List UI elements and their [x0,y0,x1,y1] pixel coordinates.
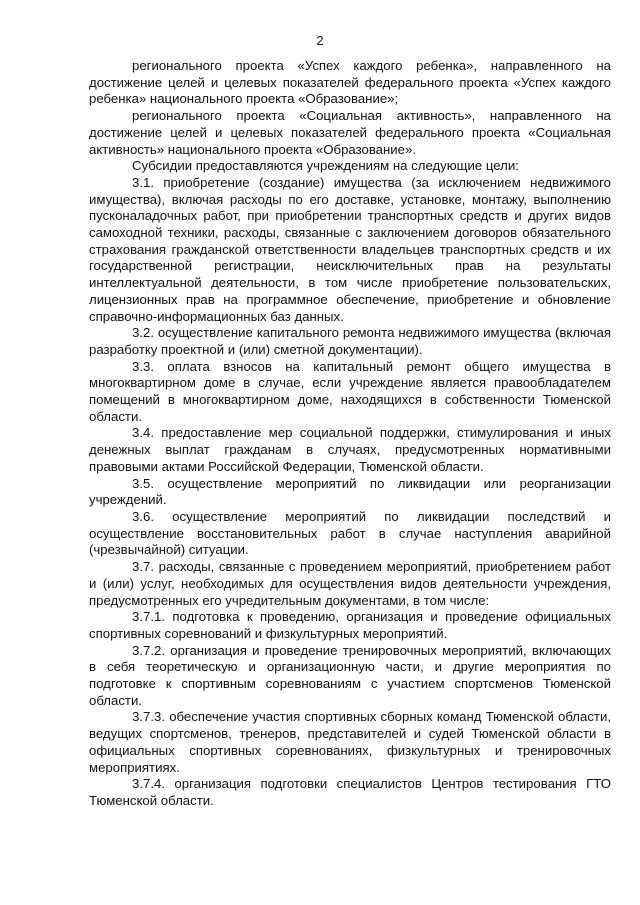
paragraph-3-4: 3.4. предоставление мер социальной поддержки, стимулирования и иных денежных выплат гражданам в случаях, предусмотренных нормативными правовыми актами Российской Федерации, Тюменской области. [89,425,611,474]
paragraph-3-7-1: 3.7.1. подготовка к проведению, организация и проведение официальных спортивных соревнований и физкультурных мероприятий. [89,609,611,641]
paragraph-3-1: 3.1. приобретение (создание) имущества (за исключением недвижимого имущества), включая расходы по его доставке, установке, монтажу, выполнению пусконаладочных работ, при приобретении транспортных средств и других видов самоходной техники, расходы, связанные с заключением договоров обязательного страхования гражданской ответственности владельцев транспортных средств и их государственной регистрации, неисключительных прав на результаты интеллектуальной деятельности, в том числе приобретение пользовательских, лицензионных прав на программное обеспечение, приобретение и обновление справочно-информационных баз данных. [89,174,611,324]
paragraph-subsidy-goals-intro: Субсидии предоставляются учреждениям на следующие цели: [132,158,519,174]
paragraph-3-2: 3.2. осуществление капитального ремонта недвижимого имущества (включая разработку проектной и (или) сметной документации). [89,325,611,357]
page-number: 2 [316,33,324,48]
paragraph-3-7-4: 3.7.4. организация подготовки специалистов Центров тестирования ГТО Тюменской области. [89,776,611,808]
paragraph-3-7-3: 3.7.3. обеспечение участия спортивных сборных команд Тюменской области, ведущих спортсменов, тренеров, представителей и судей Тюменской области в официальных спортивных соревнованиях, физкультурных и тренировочных мероприятиях. [89,709,611,775]
paragraph-3-7: 3.7. расходы, связанные с проведением мероприятий, приобретением работ и (или) услуг, необходимых для осуществления видов деятельности учреждения, предусмотренных его учредительным документами, в том числе: [89,559,611,608]
paragraph-regional-project-success: регионального проекта «Успех каждого ребенка», направленного на достижение целей и целевых показателей федерального проекта «Успех каждого ребенка» национального проекта «Образование»; [89,58,611,107]
paragraph-3-6: 3.6. осуществление мероприятий по ликвидации последствий и осуществление восстановительных работ в случае наступления аварийной (чрезвычайной) ситуации. [89,508,611,558]
paragraph-3-3: 3.3. оплата взносов на капитальный ремонт общего имущества в многоквартирном доме в случае, если учреждение является правообладателем помещений в многоквартирном доме, находящихся в собственности Тюменской области. [89,358,611,424]
document-body [89,58,611,810]
paragraph-regional-project-social: регионального проекта «Социальная активность», направленного на достижение целей и целевых показателей федерального проекта «Социальная активность» национального проекта «Образование». [89,108,611,157]
paragraph-3-7-2: 3.7.2. организация и проведение тренировочных мероприятий, включающих в себя теоретическую и организационную части, и другие мероприятия по подготовке к спортивным соревнованиям с участием спортсменов Тюменской области. [89,642,611,708]
paragraph-3-5: 3.5. осуществление мероприятий по ликвидации или реорганизации учреждений. [89,475,611,508]
